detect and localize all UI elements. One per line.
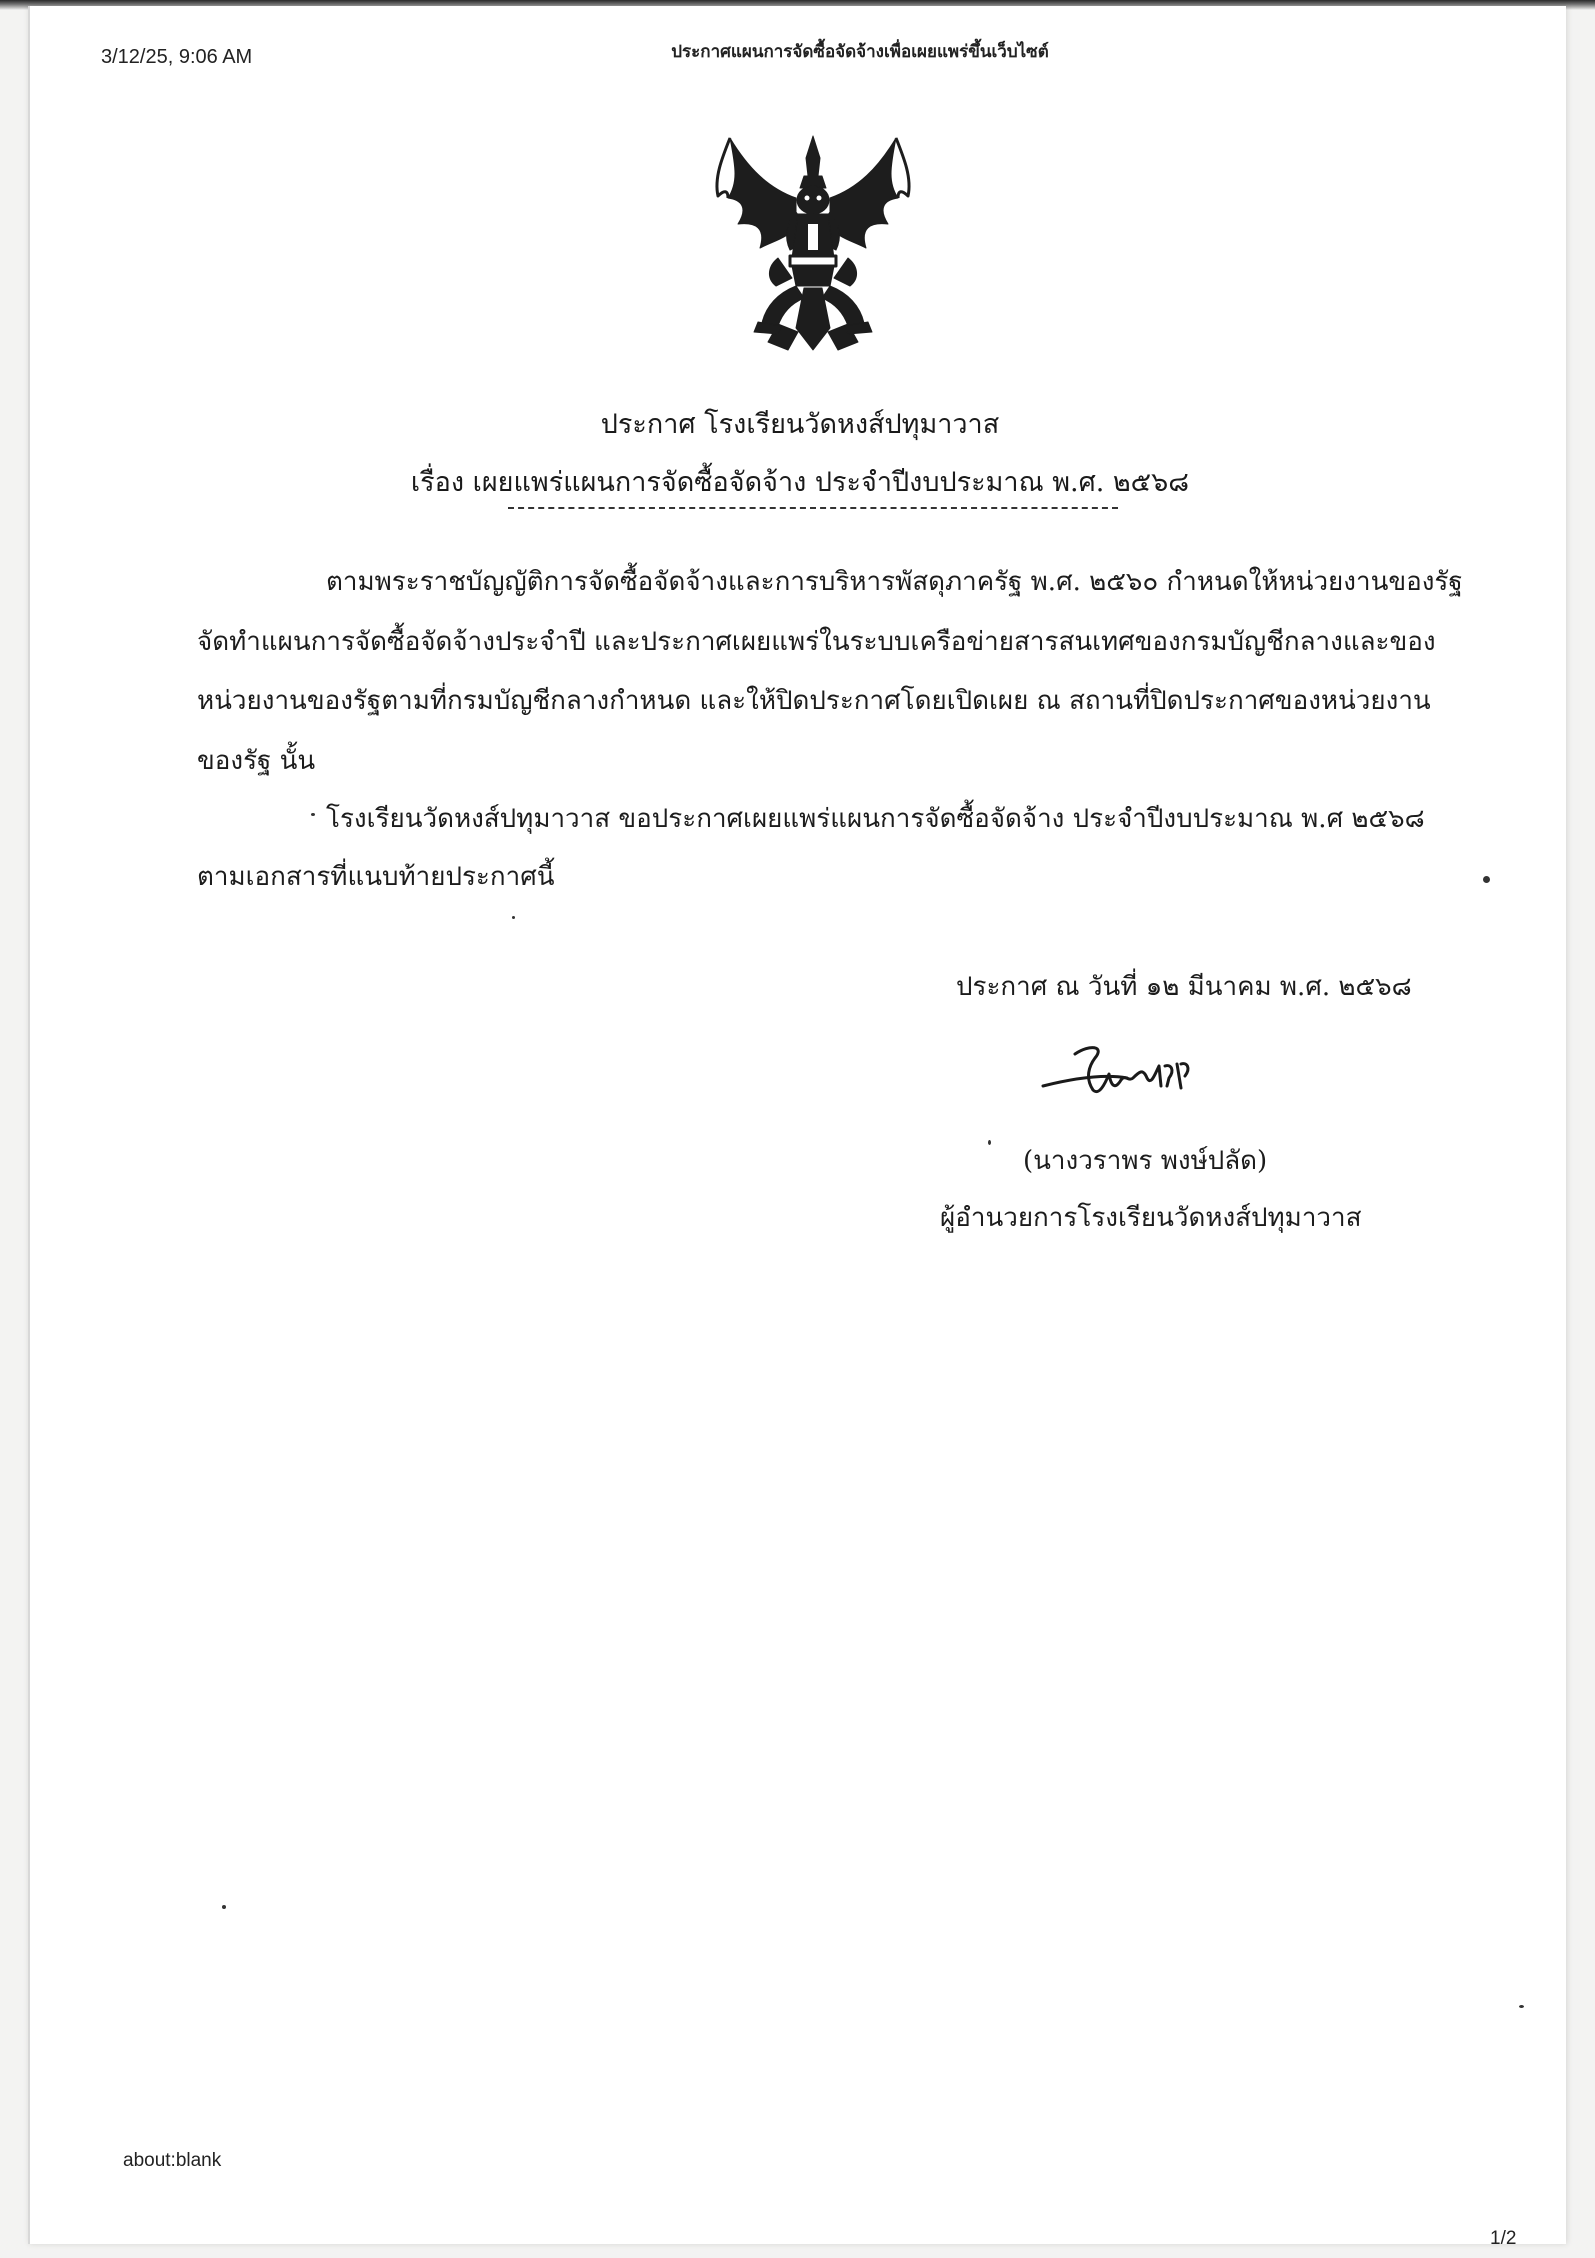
body-paragraph-line: หน่วยงานของรัฐตามที่กรมบัญชีกลางกำหนด และให้ปิดประกาศโดยเปิดเผย ณ สถานที่ปิดประกาศของหน่วยงาน [197,686,1431,716]
print-page-number: 1/2 [1490,2228,1517,2249]
announcement-date: ประกาศ ณ วันที่ ๑๒ มีนาคม พ.ศ. ๒๕๖๘ [956,972,1412,1002]
scan-speck [988,1140,991,1145]
body-paragraph-line: ตามพระราชบัญญัติการจัดซื้อจัดจ้างและการบริหารพัสดุภาครัฐ พ.ศ. ๒๕๖๐ กำหนดให้หน่วยงานของรัฐ [326,567,1463,597]
announcement-subject: เรื่อง เผยแพร่แผนการจัดซื้อจัดจ้าง ประจำปีงบประมาณ พ.ศ. ๒๕๖๘ [410,467,1190,498]
announcement-title: ประกาศ โรงเรียนวัดหงส์ปทุมาวาส [600,409,1000,440]
handwritten-signature-icon [1035,1034,1235,1114]
body-paragraph-line: โรงเรียนวัดหงส์ปทุมาวาส ขอประกาศเผยแพร่แผนการจัดซื้อจัดจ้าง ประจำปีงบประมาณ พ.ศ ๒๕๖๘ [326,804,1425,834]
scan-speck [311,813,315,816]
scan-speck [1483,876,1490,883]
signer-position: ผู้อำนวยการโรงเรียนวัดหงส์ปทุมาวาส [940,1203,1362,1233]
body-paragraph-line: จัดทำแผนการจัดซื้อจัดจ้างประจำปี และประกาศเผยแพร่ในระบบเครือข่ายสารสนเทศของกรมบัญชีกลางและของ [197,627,1436,657]
body-paragraph-line: ของรัฐ นั้น [197,746,316,776]
signer-name: (นางวราพร พงษ์ปลัด) [1023,1146,1268,1176]
scan-speck [512,916,515,919]
print-page-title: ประกาศแผนการจัดซื้อจัดจ้างเพื่อเผยแพร่ขึ้นเว็บไซต์ [671,42,1049,61]
print-timestamp: 3/12/25, 9:06 AM [101,46,253,68]
print-url: about:blank [123,2150,222,2171]
scan-speck [222,1905,226,1909]
body-paragraph-line: ตามเอกสารที่แนบท้ายประกาศนี้ [197,862,555,892]
garuda-emblem-icon [708,128,918,360]
scan-speck [1519,2005,1524,2008]
dashed-divider [508,507,1118,509]
